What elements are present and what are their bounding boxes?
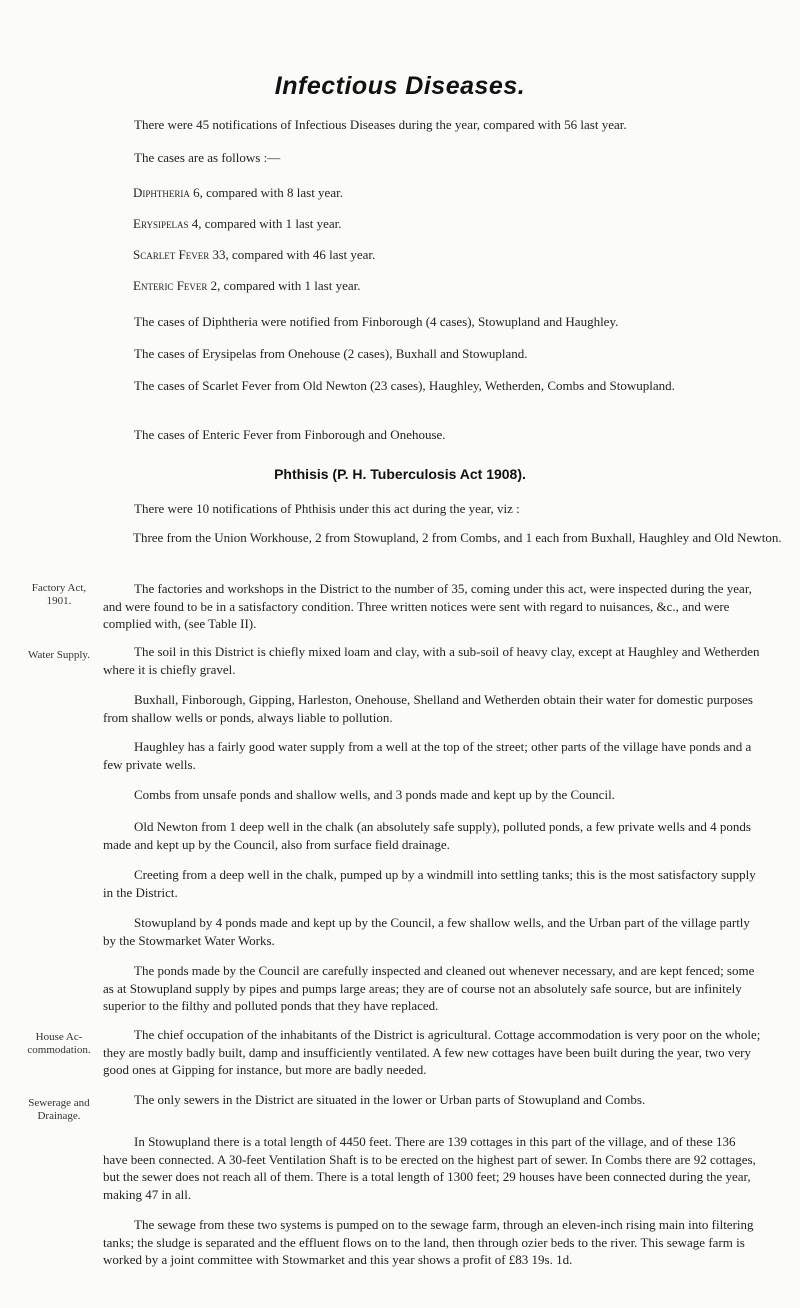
- page-title: Infectious Diseases.: [274, 72, 526, 100]
- case-erysipelas: [133, 215, 763, 233]
- phthisis-detail: Three from the Union Workhouse, 2 from Stowupland, 2 from Combs, and 1 each from Buxhall, Haughley and Old Newton.: [133, 530, 782, 545]
- case-scarlet-fever: [133, 246, 763, 264]
- water-paragraph-shallow-wells: Buxhall, Finborough, Gipping, Harleston, Onehouse, Shelland and Wetherden obtain their water for domestic purposes from shallow wells or ponds, always liable to pollution.: [103, 692, 753, 725]
- phthisis-text: There were 10 notifications of Phthisis under this act during the year, viz :: [134, 501, 520, 516]
- phthisis-heading: Phthisis (P. H. Tuberculosis Act 1908).: [274, 466, 526, 482]
- case-text: 6, compared with 8 last year.: [189, 185, 343, 200]
- case-diphtheria: [133, 184, 763, 202]
- case-name: Diphtheria: [133, 185, 190, 200]
- sidenote-house-accommodation: House Ac-commodation.: [27, 1031, 91, 1056]
- intro-paragraph: There were 45 notifications of Infectious Diseases during the year, compared with 56 last year.: [134, 117, 627, 132]
- enteric-sources: The cases of Enteric Fever from Finborough and Onehouse.: [134, 427, 446, 442]
- water-paragraph-soil: The soil in this District is chiefly mixed loam and clay, with a sub-soil of heavy clay, except at Haughley and Wetherden where it is chiefly gravel.: [103, 644, 760, 677]
- water-paragraph-haughley: Haughley has a fairly good water supply from a well at the top of the street; other parts of the village have ponds and a few private wells.: [103, 739, 752, 772]
- case-name: Erysipelas: [133, 216, 189, 231]
- sidenote-factory-act: Factory Act, 1901.: [31, 582, 87, 607]
- water-paragraph-council-ponds: The ponds made by the Council are carefully inspected and cleaned out whenever necessary, and are kept fenced; some as at Stowupland supply by pipes and pumps large areas; they are of course not an absolutely safe source, but are infinitely superior to the filthy and polluted ponds that they have replaced.: [103, 963, 755, 1013]
- case-name: Scarlet Fever: [133, 247, 210, 262]
- cases-lead: The cases are as follows :—: [134, 150, 281, 165]
- sewer-paragraph-lengths: In Stowupland there is a total length of 4450 feet. There are 139 cottages in this part of the village, and of these 136 have been connected. A 30-feet Ventilation Shaft is to be erected on the highest part of sewer. In Combs there are 92 cottages, but the sewer does not reach all of them. There is a total length of 1300 feet; 29 houses have been connected during the year, making 47 in all.: [103, 1134, 756, 1202]
- case-text: 4, compared with 1 last year.: [188, 216, 342, 231]
- sewer-paragraph-sewage-farm: The sewage from these two systems is pumped on to the sewage farm, through an eleven-inch rising main into filtering tanks; the sludge is separated and the effluent flows on to the land, then through ozier beds to the river. This sewage farm is worked by a joint committee with Stowmarket and this year shows a profit of £83 19s. 1d.: [103, 1217, 754, 1267]
- case-text: 2, compared with 1 last year.: [207, 278, 361, 293]
- sidenote-water-supply: Water Supply.: [28, 649, 90, 661]
- case-text: 33, compared with 46 last year.: [209, 247, 376, 262]
- water-paragraph-old-newton: Old Newton from 1 deep well in the chalk (an absolutely safe supply), polluted ponds, a few private wells and 4 ponds made and kept up by the Council, also from surface field drainage.: [103, 819, 751, 852]
- factory-paragraph: The factories and workshops in the District to the number of 35, coming under this act, were inspected during the year, and were found to be in a satisfactory condition. Three written notices were sent with regard to nuisances, &c., and were complied with, (see Table II).: [103, 581, 752, 631]
- scarlet-sources: The cases of Scarlet Fever from Old Newton (23 cases), Haughley, Wetherden, Combs and Stowupland.: [134, 378, 675, 393]
- case-name: Enteric Fever: [133, 278, 208, 293]
- water-paragraph-stowupland: Stowupland by 4 ponds made and kept up by the Council, a few shallow wells, and the Urban part of the village partly by the Stowmarket Water Works.: [103, 915, 750, 948]
- water-paragraph-creeting: Creeting from a deep well in the chalk, pumped up by a windmill into settling tanks; this is the most satisfactory supply in the District.: [103, 867, 756, 900]
- case-enteric-fever: [133, 277, 763, 295]
- sewer-paragraph-intro: The only sewers in the District are situated in the lower or Urban parts of Stowupland and Combs.: [134, 1092, 646, 1107]
- house-paragraph: The chief occupation of the inhabitants of the District is agricultural. Cottage accommodation is very poor on the whole; they are mostly badly built, damp and insufficiently ventilated. A few new cottages have been built during the year, two very good ones at Gipping for instance, but more are badly needed.: [103, 1027, 761, 1077]
- erysipelas-sources: The cases of Erysipelas from Onehouse (2 cases), Buxhall and Stowupland.: [134, 346, 528, 361]
- water-paragraph-combs: Combs from unsafe ponds and shallow wells, and 3 ponds made and kept up by the Council.: [134, 787, 615, 802]
- sidenote-sewerage-drainage: Sewerage and Drainage.: [28, 1097, 90, 1122]
- diphtheria-sources: The cases of Diphtheria were notified from Finborough (4 cases), Stowupland and Haughley.: [134, 314, 619, 329]
